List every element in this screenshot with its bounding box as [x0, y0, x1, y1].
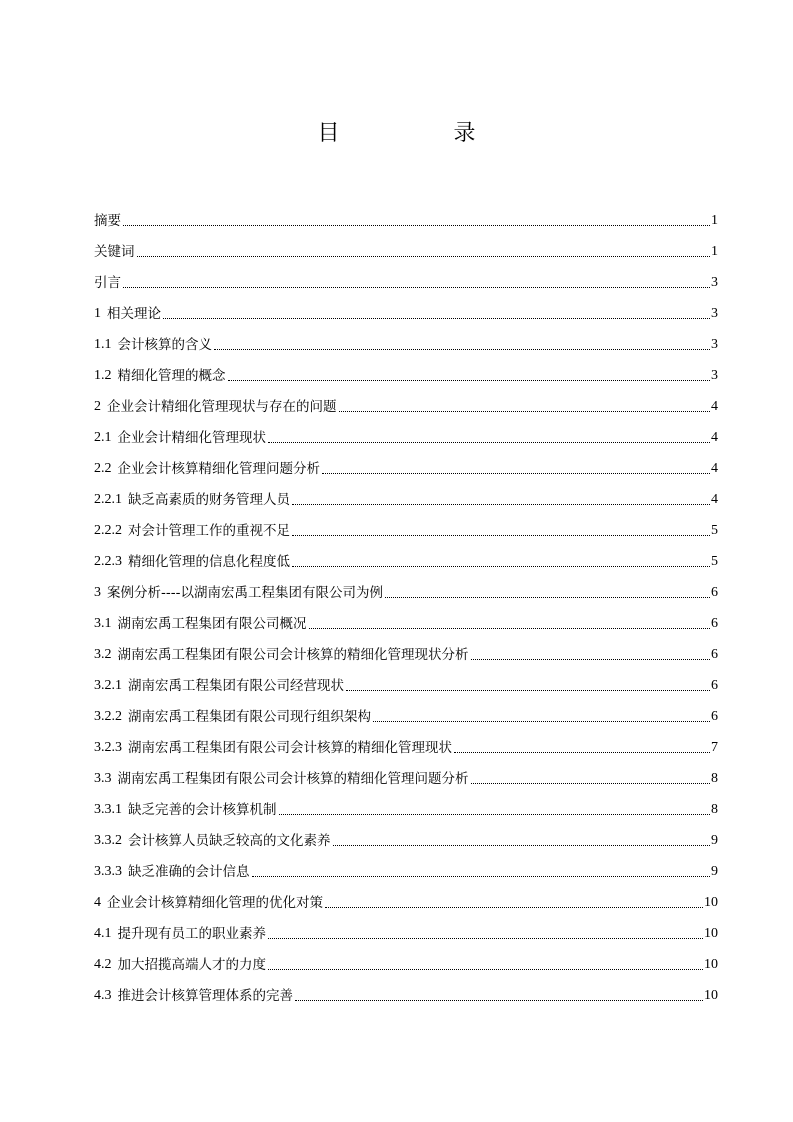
toc-entry-title: 缺乏高素质的财务管理人员 [128, 492, 290, 508]
toc-dot-leader [309, 628, 711, 629]
table-of-contents [94, 200, 718, 1006]
toc-dot-leader [214, 349, 710, 350]
toc-entry-number: 3.3 [94, 771, 112, 786]
toc-dot-leader [279, 814, 711, 815]
toc-entry-page-number: 3 [711, 275, 718, 290]
toc-dot-leader [471, 783, 711, 784]
toc-entry-page-number: 6 [711, 678, 718, 693]
toc-entry[interactable] [94, 696, 718, 727]
toc-entry-page-number: 1 [711, 244, 718, 259]
toc-entry[interactable] [94, 944, 718, 975]
toc-entry-number: 4.2 [94, 957, 112, 972]
toc-dot-leader [268, 938, 703, 939]
toc-entry-page-number: 8 [711, 802, 718, 817]
toc-entry[interactable] [94, 448, 718, 479]
toc-entry[interactable] [94, 913, 718, 944]
page-title: 目 录 [317, 121, 522, 146]
toc-entry-number: 3.3.1 [94, 802, 122, 817]
toc-entry-title: 精细化管理的概念 [117, 368, 226, 384]
toc-dot-leader [163, 318, 710, 319]
toc-entry-page-number: 10 [704, 988, 718, 1003]
toc-dot-leader [252, 876, 711, 877]
toc-entry-title: 精细化管理的信息化程度低 [128, 554, 290, 570]
toc-entry-title: 湖南宏禹工程集团有限公司会计核算的精细化管理现状分析 [117, 647, 469, 663]
toc-entry-page-number: 6 [711, 709, 718, 724]
toc-entry[interactable] [94, 479, 718, 510]
toc-entry[interactable] [94, 882, 718, 913]
toc-entry[interactable] [94, 262, 718, 293]
toc-entry-page-number: 9 [711, 833, 718, 848]
toc-entry[interactable] [94, 324, 718, 355]
toc-entry-page-number: 10 [704, 895, 718, 910]
toc-entry-page-number: 3 [711, 337, 718, 352]
toc-entry-page-number: 4 [711, 492, 718, 507]
toc-entry[interactable] [94, 603, 718, 634]
toc-entry-number: 2.2.2 [94, 523, 122, 538]
toc-entry-number: 2.2 [94, 461, 112, 476]
toc-entry-title: 湖南宏禹工程集团有限公司现行组织架构 [128, 709, 371, 725]
toc-dot-leader [333, 845, 711, 846]
toc-dot-leader [292, 535, 710, 536]
toc-dot-leader [292, 566, 710, 567]
toc-entry-title: 缺乏完善的会计核算机制 [128, 802, 277, 818]
toc-entry-number: 1.2 [94, 368, 112, 383]
toc-entry-number: 1.1 [94, 337, 112, 352]
toc-entry-title: 企业会计核算精细化管理的优化对策 [107, 895, 323, 911]
toc-entry-title: 关键词 [94, 244, 135, 260]
toc-dot-leader [137, 256, 711, 257]
toc-entry-number: 4 [94, 895, 101, 910]
toc-entry-page-number: 6 [711, 585, 718, 600]
toc-dot-leader [295, 1000, 703, 1001]
toc-dot-leader [292, 504, 710, 505]
toc-entry-page-number: 5 [711, 523, 718, 538]
toc-entry-page-number: 10 [704, 957, 718, 972]
toc-entry-number: 2.1 [94, 430, 112, 445]
toc-entry[interactable] [94, 634, 718, 665]
toc-entry[interactable] [94, 355, 718, 386]
toc-entry-page-number: 6 [711, 647, 718, 662]
toc-entry-title: 企业会计精细化管理现状 [117, 430, 266, 446]
toc-entry-page-number: 3 [711, 306, 718, 321]
toc-dot-leader [268, 969, 703, 970]
toc-entry-number: 1 [94, 306, 101, 321]
toc-entry-title: 推进会计核算管理体系的完善 [117, 988, 293, 1004]
toc-entry-title: 企业会计核算精细化管理问题分析 [117, 461, 320, 477]
toc-entry-title: 会计核算人员缺乏较高的文化素养 [128, 833, 331, 849]
toc-dot-leader [339, 411, 711, 412]
toc-dot-leader [346, 690, 710, 691]
toc-dot-leader [123, 225, 710, 226]
toc-entry-page-number: 4 [711, 430, 718, 445]
toc-entry-title: 相关理论 [107, 306, 161, 322]
toc-entry-page-number: 10 [704, 926, 718, 941]
toc-entry-page-number: 4 [711, 399, 718, 414]
toc-entry-page-number: 8 [711, 771, 718, 786]
toc-entry-number: 3 [94, 585, 101, 600]
toc-entry[interactable] [94, 200, 718, 231]
toc-entry[interactable] [94, 975, 718, 1006]
toc-entry[interactable] [94, 417, 718, 448]
toc-dot-leader [325, 907, 703, 908]
toc-dot-leader [322, 473, 710, 474]
toc-entry-page-number: 3 [711, 368, 718, 383]
toc-dot-leader [471, 659, 711, 660]
toc-entry-title: 加大招揽高端人才的力度 [117, 957, 266, 973]
toc-entry[interactable] [94, 231, 718, 262]
toc-entry-number: 2.2.1 [94, 492, 122, 507]
toc-dot-leader [385, 597, 710, 598]
toc-entry[interactable] [94, 293, 718, 324]
toc-entry-page-number: 7 [711, 740, 718, 755]
toc-entry-title: 摘要 [94, 213, 121, 229]
toc-entry-number: 2 [94, 399, 101, 414]
toc-dot-leader [454, 752, 710, 753]
toc-entry[interactable] [94, 510, 718, 541]
toc-entry-number: 3.2.1 [94, 678, 122, 693]
toc-entry[interactable] [94, 665, 718, 696]
toc-entry-number: 3.2.3 [94, 740, 122, 755]
toc-entry-title: 湖南宏禹工程集团有限公司经营现状 [128, 678, 344, 694]
toc-entry[interactable] [94, 386, 718, 417]
toc-entry[interactable] [94, 758, 718, 789]
toc-entry-number: 4.3 [94, 988, 112, 1003]
toc-entry-page-number: 6 [711, 616, 718, 631]
toc-entry-title: 企业会计精细化管理现状与存在的问题 [107, 399, 337, 415]
toc-entry-number: 3.2 [94, 647, 112, 662]
toc-entry[interactable] [94, 851, 718, 882]
toc-entry-title: 会计核算的含义 [117, 337, 212, 353]
toc-dot-leader [373, 721, 710, 722]
toc-entry-number: 3.3.3 [94, 864, 122, 879]
toc-entry-title: 湖南宏禹工程集团有限公司概况 [117, 616, 307, 632]
toc-entry[interactable] [94, 727, 718, 758]
toc-dot-leader [268, 442, 710, 443]
toc-entry-title: 提升现有员工的职业素养 [117, 926, 266, 942]
toc-entry-title: 对会计管理工作的重视不足 [128, 523, 290, 539]
toc-entry-number: 4.1 [94, 926, 112, 941]
toc-entry-page-number: 4 [711, 461, 718, 476]
toc-entry-page-number: 9 [711, 864, 718, 879]
toc-entry-title: 缺乏准确的会计信息 [128, 864, 250, 880]
toc-dot-leader [123, 287, 710, 288]
toc-entry[interactable] [94, 541, 718, 572]
toc-entry[interactable] [94, 820, 718, 851]
toc-entry[interactable] [94, 789, 718, 820]
toc-entry-title: 引言 [94, 275, 121, 291]
toc-dot-leader [228, 380, 711, 381]
toc-entry[interactable] [94, 572, 718, 603]
toc-entry-title: 湖南宏禹工程集团有限公司会计核算的精细化管理问题分析 [117, 771, 469, 787]
toc-entry-page-number: 1 [711, 213, 718, 228]
toc-entry-title: 湖南宏禹工程集团有限公司会计核算的精细化管理现状 [128, 740, 452, 756]
toc-entry-title: 案例分析----以湖南宏禹工程集团有限公司为例 [107, 585, 383, 601]
toc-entry-number: 3.1 [94, 616, 112, 631]
toc-entry-number: 3.2.2 [94, 709, 122, 724]
toc-entry-page-number: 5 [711, 554, 718, 569]
toc-entry-number: 2.2.3 [94, 554, 122, 569]
toc-entry-number: 3.3.2 [94, 833, 122, 848]
